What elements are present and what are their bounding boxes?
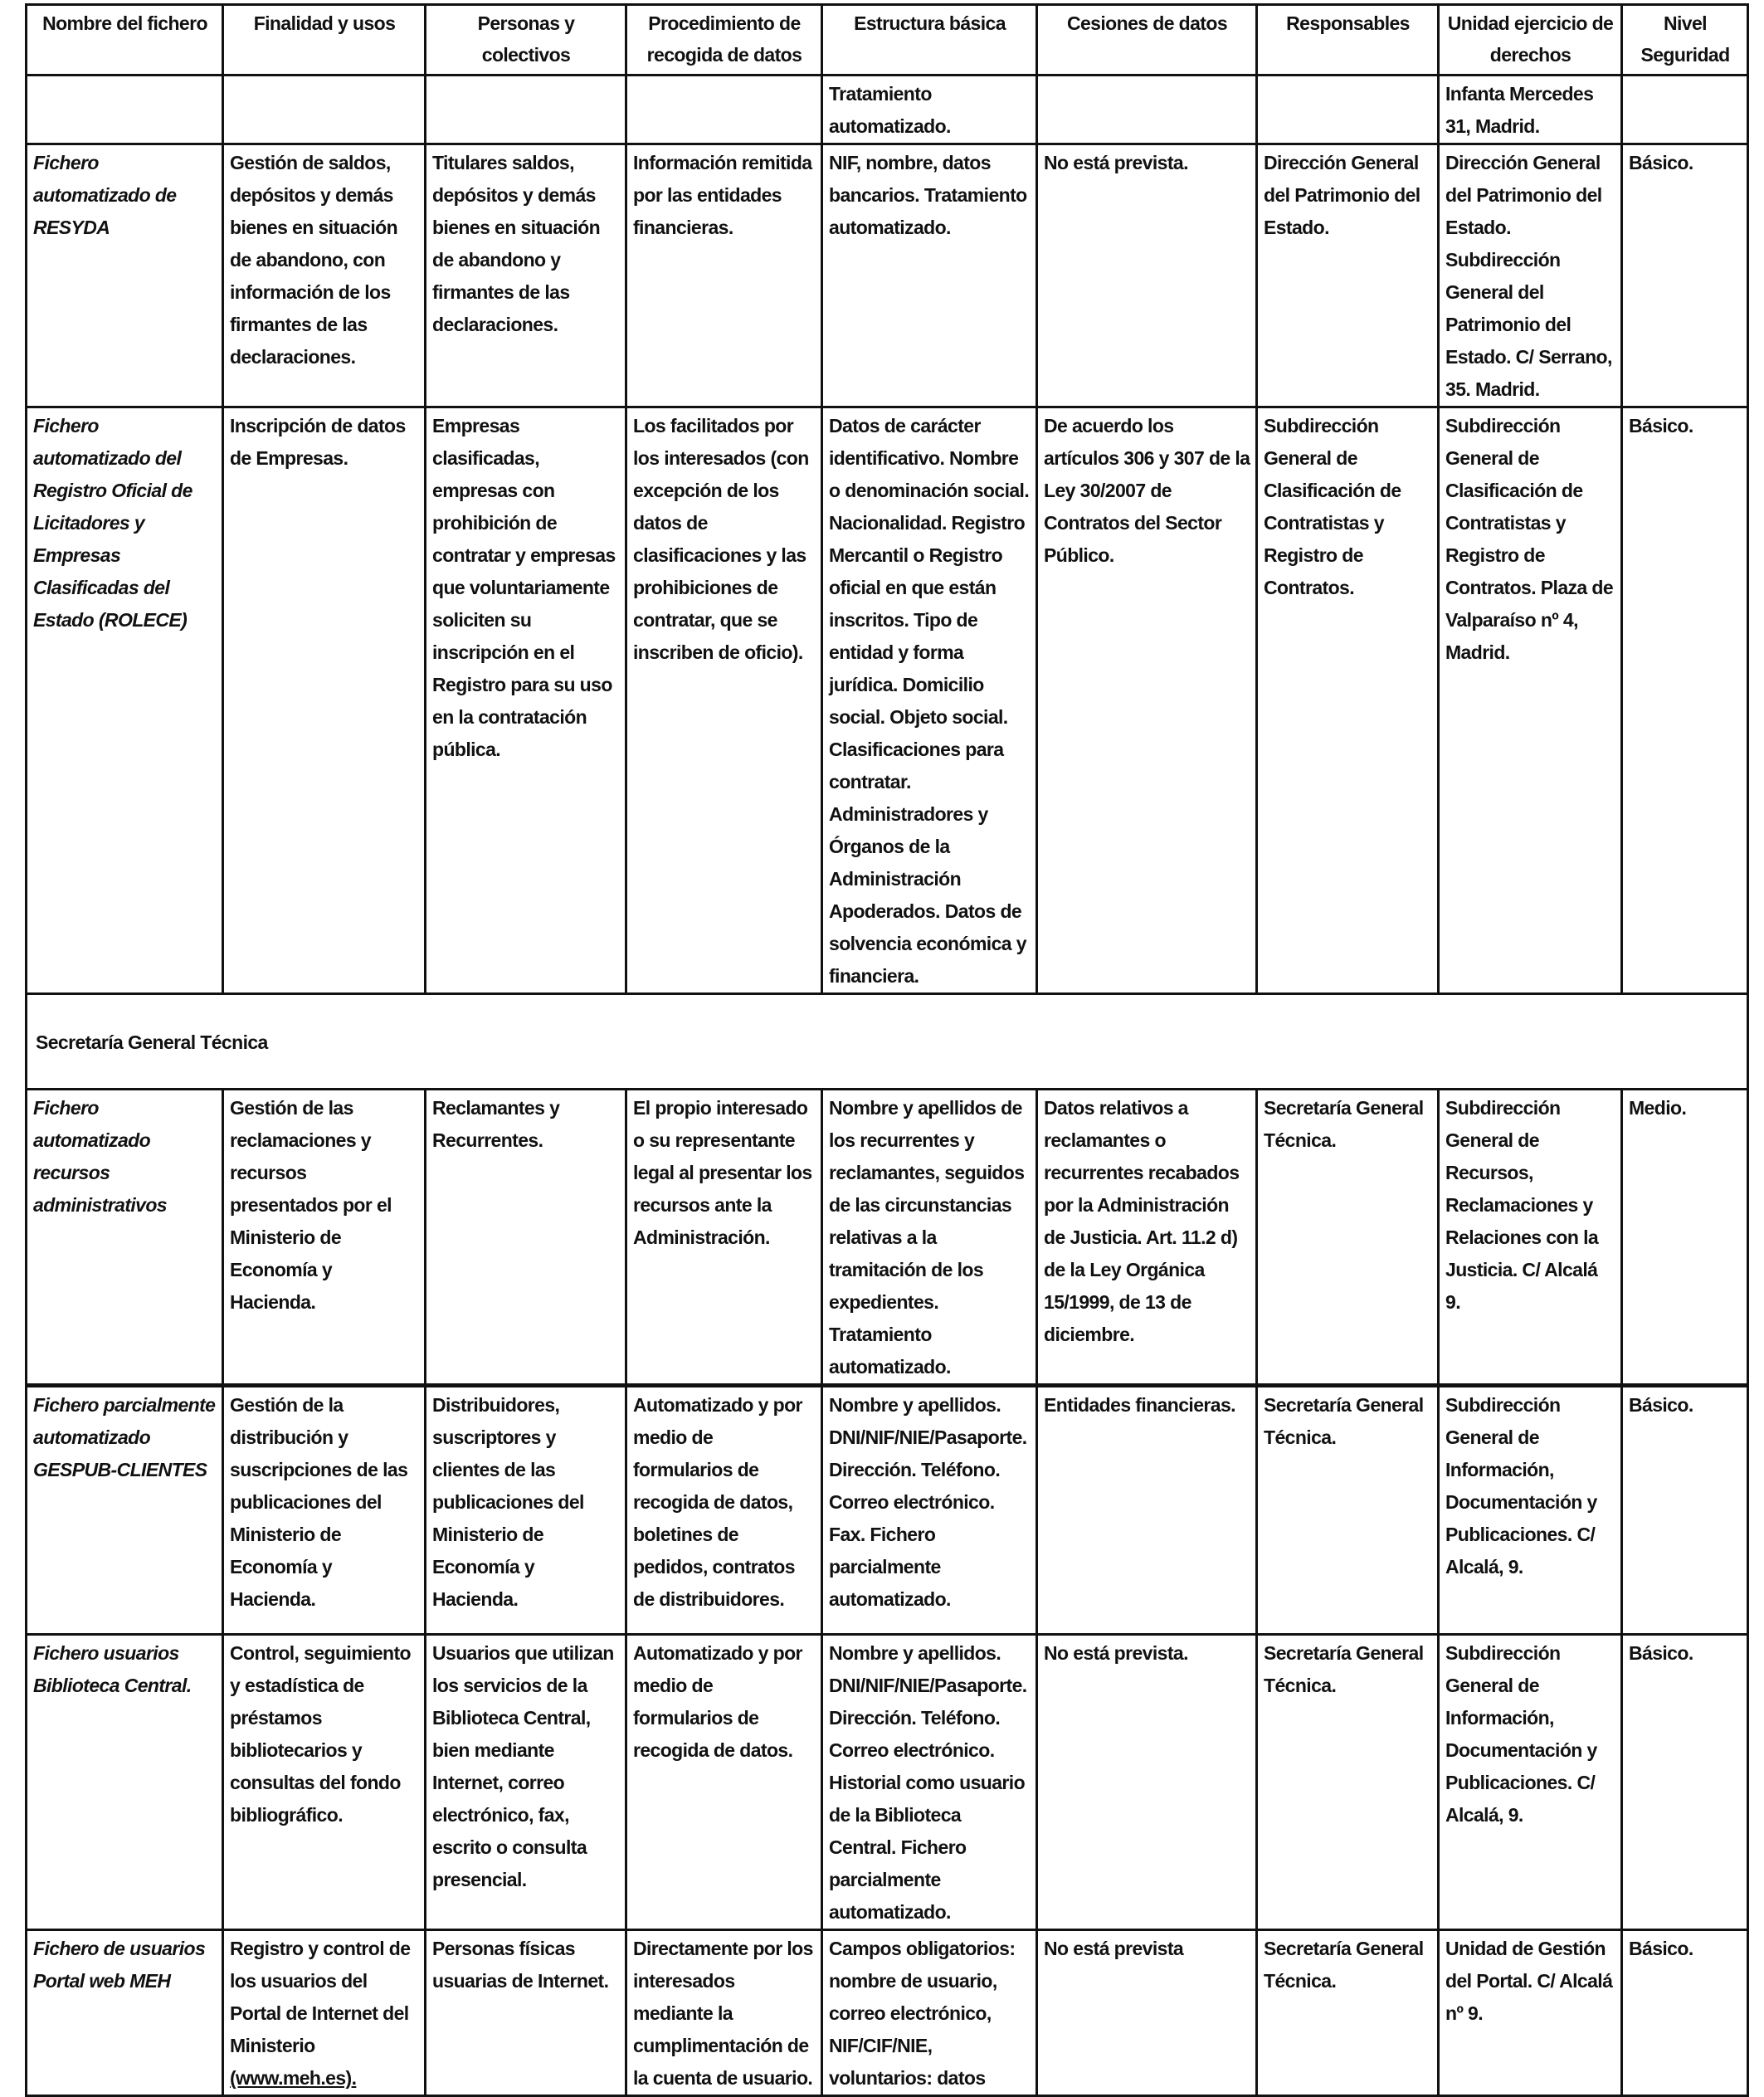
persons-cell xyxy=(426,76,626,144)
security-level-cell xyxy=(1622,76,1748,144)
file-name-cell: Fichero de usuarios Portal web MEH xyxy=(27,1930,223,2096)
security-level-cell: Básico. xyxy=(1622,407,1748,994)
responsible-cell: Secretaría General Técnica. xyxy=(1257,1090,1439,1386)
file-name-cell: Fichero usuarios Biblioteca Central. xyxy=(27,1635,223,1930)
website-link[interactable]: (www.meh.es). xyxy=(230,2067,357,2089)
purpose-cell: Inscripción de datos de Empresas. xyxy=(223,407,426,994)
responsible-cell: Dirección General del Patrimonio del Estado. xyxy=(1257,144,1439,407)
transfers-cell: Entidades financieras. xyxy=(1037,1386,1257,1635)
procedure-cell: El propio interesado o su representante legal al presentar los recursos ante la Administración. xyxy=(626,1090,822,1386)
table-row xyxy=(27,76,1748,144)
file-name-cell: Fichero automatizado del Registro Oficial de Licitadores y Empresas Clasificadas del Estado (ROLECE) xyxy=(27,407,223,994)
persons-cell: Personas físicas usuarias de Internet. xyxy=(426,1930,626,2096)
data-files-table xyxy=(25,3,1749,2097)
header-cell: Estructura básica xyxy=(822,5,1037,76)
responsible-cell xyxy=(1257,76,1439,144)
transfers-cell: No está prevista. xyxy=(1037,144,1257,407)
transfers-cell: De acuerdo los artículos 306 y 307 de la Ley 30/2007 de Contratos del Sector Público. xyxy=(1037,407,1257,994)
purpose-cell: Gestión de las reclamaciones y recursos presentados por el Ministerio de Economía y Hacienda. xyxy=(223,1090,426,1386)
header-cell: Unidad ejercicio de derechos xyxy=(1439,5,1622,76)
responsible-cell: Secretaría General Técnica. xyxy=(1257,1386,1439,1635)
file-name-cell: Fichero parcialmente automatizado GESPUB-CLIENTES xyxy=(27,1386,223,1635)
header-cell: Procedimiento de recogida de datos xyxy=(626,5,822,76)
file-name-cell xyxy=(27,76,223,144)
procedure-cell: Automatizado y por medio de formularios de recogida de datos. xyxy=(626,1635,822,1930)
persons-cell: Usuarios que utilizan los servicios de la Biblioteca Central, bien mediante Internet, correo electrónico, fax, escrito o consulta presencial. xyxy=(426,1635,626,1930)
table-row xyxy=(27,1090,1748,1386)
security-level-cell: Medio. xyxy=(1622,1090,1748,1386)
rights-unit-cell: Unidad de Gestión del Portal. C/ Alcalá nº 9. xyxy=(1439,1930,1622,2096)
file-name-cell: Fichero automatizado recursos administrativos xyxy=(27,1090,223,1386)
file-name-cell: Fichero automatizado de RESYDA xyxy=(27,144,223,407)
transfers-cell: Datos relativos a reclamantes o recurrentes recabados por la Administración de Justicia. Art. 11.2 d) de la Ley Orgánica 15/1999, de 13 de diciembre. xyxy=(1037,1090,1257,1386)
table-row xyxy=(27,1386,1748,1635)
security-level-cell: Básico. xyxy=(1622,1386,1748,1635)
purpose-cell xyxy=(223,1930,426,2096)
persons-cell: Empresas clasificadas, empresas con prohibición de contratar y empresas que voluntariamente soliciten su inscripción en el Registro para su uso en la contratación pública. xyxy=(426,407,626,994)
rights-unit-cell: Subdirección General de Información, Documentación y Publicaciones. C/ Alcalá, 9. xyxy=(1439,1386,1622,1635)
structure-cell: Campos obligatorios: nombre de usuario, correo electrónico, NIF/CIF/NIE, voluntarios: datos xyxy=(822,1930,1037,2096)
procedure-cell: Automatizado y por medio de formularios de recogida de datos, boletines de pedidos, contratos de distribuidores. xyxy=(626,1386,822,1635)
procedure-cell: Información remitida por las entidades financieras. xyxy=(626,144,822,407)
rights-unit-cell: Dirección General del Patrimonio del Estado. Subdirección General del Patrimonio del Estado. C/ Serrano, 35. Madrid. xyxy=(1439,144,1622,407)
security-level-cell: Básico. xyxy=(1622,144,1748,407)
rights-unit-cell: Subdirección General de Recursos, Reclamaciones y Relaciones con la Justicia. C/ Alcalá 9. xyxy=(1439,1090,1622,1386)
procedure-cell xyxy=(626,76,822,144)
persons-cell: Titulares saldos, depósitos y demás bienes en situación de abandono y firmantes de las declaraciones. xyxy=(426,144,626,407)
header-cell: Nivel Seguridad xyxy=(1622,5,1748,76)
purpose-cell xyxy=(223,76,426,144)
header-cell: Personas y colectivos xyxy=(426,5,626,76)
purpose-cell: Control, seguimiento y estadística de préstamos bibliotecarios y consultas del fondo bibliográfico. xyxy=(223,1635,426,1930)
table-row xyxy=(27,1930,1748,2096)
section-row xyxy=(27,994,1748,1090)
table-row xyxy=(27,144,1748,407)
document-page xyxy=(25,3,1747,2097)
rights-unit-cell: Subdirección General de Información, Documentación y Publicaciones. C/ Alcalá, 9. xyxy=(1439,1635,1622,1930)
rights-unit-cell: Infanta Mercedes 31, Madrid. xyxy=(1439,76,1622,144)
transfers-cell: No está prevista. xyxy=(1037,1635,1257,1930)
section-label: Secretaría General Técnica xyxy=(27,994,1748,1090)
purpose-text: Registro y control de los usuarios del Portal de Internet del Ministerio xyxy=(230,1938,411,2056)
procedure-cell: Los facilitados por los interesados (con excepción de los datos de clasificaciones y las prohibiciones de contratar, que se inscriben de oficio). xyxy=(626,407,822,994)
purpose-cell: Gestión de la distribución y suscripciones de las publicaciones del Ministerio de Economía y Hacienda. xyxy=(223,1386,426,1635)
transfers-cell: No está prevista xyxy=(1037,1930,1257,2096)
header-row xyxy=(27,5,1748,76)
structure-cell: Nombre y apellidos. DNI/NIF/NIE/Pasaporte. Dirección. Teléfono. Correo electrónico. Fax. Fichero parcialmente automatizado. xyxy=(822,1386,1037,1635)
transfers-cell xyxy=(1037,76,1257,144)
header-cell: Nombre del fichero xyxy=(27,5,223,76)
purpose-cell: Gestión de saldos, depósitos y demás bienes en situación de abandono, con información de los firmantes de las declaraciones. xyxy=(223,144,426,407)
persons-cell: Distribuidores, suscriptores y clientes de las publicaciones del Ministerio de Economía y Hacienda. xyxy=(426,1386,626,1635)
procedure-cell: Directamente por los interesados mediante la cumplimentación de la cuenta de usuario. xyxy=(626,1930,822,2096)
responsible-cell: Secretaría General Técnica. xyxy=(1257,1635,1439,1930)
persons-cell: Reclamantes y Recurrentes. xyxy=(426,1090,626,1386)
table-row xyxy=(27,1635,1748,1930)
responsible-cell: Subdirección General de Clasificación de Contratistas y Registro de Contratos. xyxy=(1257,407,1439,994)
header-cell: Cesiones de datos xyxy=(1037,5,1257,76)
header-cell: Finalidad y usos xyxy=(223,5,426,76)
security-level-cell: Básico. xyxy=(1622,1930,1748,2096)
responsible-cell: Secretaría General Técnica. xyxy=(1257,1930,1439,2096)
table-row xyxy=(27,407,1748,994)
structure-cell: Nombre y apellidos de los recurrentes y reclamantes, seguidos de las circunstancias relativas a la tramitación de los expedientes. Tratamiento automatizado. xyxy=(822,1090,1037,1386)
structure-cell: NIF, nombre, datos bancarios. Tratamiento automatizado. xyxy=(822,144,1037,407)
security-level-cell: Básico. xyxy=(1622,1635,1748,1930)
structure-cell: Datos de carácter identificativo. Nombre o denominación social. Nacionalidad. Registro Mercantil o Registro oficial en que están inscritos. Tipo de entidad y forma jurídica. Domicilio social. Objeto social. Clasificaciones para contratar. Administradores y Órganos de la Administración Apoderados. Datos de solvencia económica y financiera. xyxy=(822,407,1037,994)
structure-cell: Nombre y apellidos. DNI/NIF/NIE/Pasaporte. Dirección. Teléfono. Correo electrónico. Historial como usuario de la Biblioteca Central. Fichero parcialmente automatizado. xyxy=(822,1635,1037,1930)
structure-cell: Tratamiento automatizado. xyxy=(822,76,1037,144)
rights-unit-cell: Subdirección General de Clasificación de Contratistas y Registro de Contratos. Plaza de Valparaíso nº 4, Madrid. xyxy=(1439,407,1622,994)
header-cell: Responsables xyxy=(1257,5,1439,76)
